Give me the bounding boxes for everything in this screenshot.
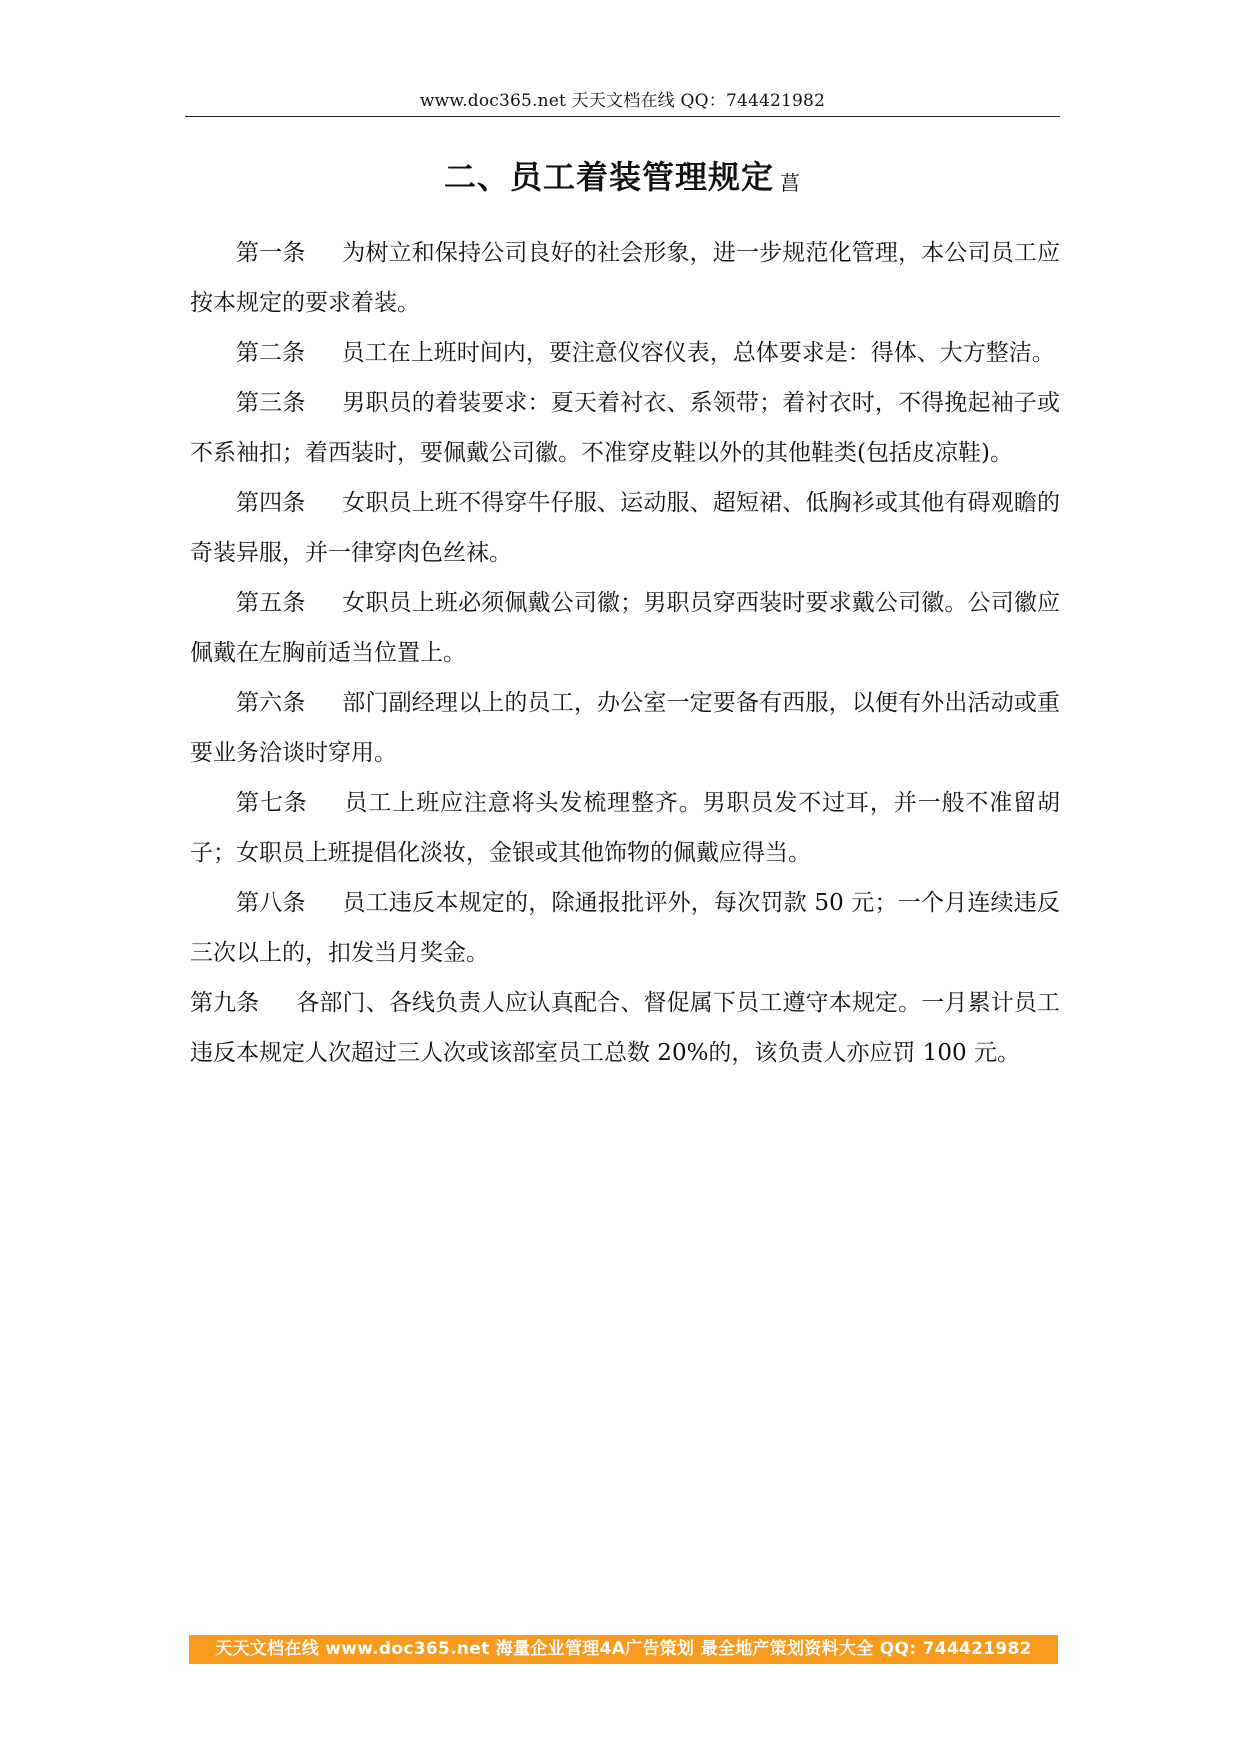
article-2 [190, 328, 1060, 378]
article-text: 为树立和保持公司良好的社会形象，进一步规范化管理，本公司员工应按本规定的要求着装。 [190, 240, 1061, 316]
article-number: 第七条 [236, 790, 308, 816]
article-text: 男职员的着装要求：夏天着衬衣、系领带；着衬衣时，不得挽起袖子或不系袖扣；着西装时，要佩戴公司徽。不准穿皮鞋以外的其他鞋类(包括皮凉鞋)。 [190, 390, 1061, 466]
article-text: 女职员上班必须佩戴公司徽；男职员穿西装时要求戴公司徽。公司徽应佩戴在左胸前适当位置上。 [190, 590, 1061, 666]
article-number: 第九条 [190, 990, 260, 1016]
page-header: www.doc365.net 天天文档在线 QQ：744421982 [419, 91, 826, 111]
article-number: 第八条 [236, 890, 306, 916]
article-9 [190, 978, 1060, 1078]
footer-banner: 天天文档在线 www.doc365.net 海量企业管理4A广告策划 最全地产策划资料大全 QQ: 744421982 [189, 1635, 1058, 1664]
article-number: 第一条 [236, 240, 306, 266]
article-number: 第五条 [236, 590, 306, 616]
article-text: 各部门、各线负责人应认真配合、督促属下员工遵守本规定。一月累计员工违反本规定人次超过三人次或该部室员工总数 20%的，该负责人亦应罚 100 元。 [190, 990, 1061, 1066]
article-3 [190, 378, 1060, 478]
title-text: 二、员工着装管理规定 [443, 158, 774, 196]
article-text: 员工违反本规定的，除通报批评外，每次罚款 50 元；一个月连续违反三次以上的，扣发当月奖金。 [190, 890, 1061, 966]
title-mark: 菖 [780, 171, 801, 195]
article-number: 第三条 [236, 390, 306, 416]
document-title [185, 152, 1060, 198]
article-text: 员工在上班时间内，要注意仪容仪表，总体要求是：得体、大方整洁。 [341, 340, 1055, 366]
article-5 [190, 578, 1060, 678]
article-4 [190, 478, 1060, 578]
header-divider [185, 116, 1060, 117]
article-8 [190, 878, 1060, 978]
article-7 [190, 778, 1060, 878]
article-text: 部门副经理以上的员工，办公室一定要备有西服，以便有外出活动或重要业务洽谈时穿用。 [190, 690, 1061, 766]
document-body [190, 228, 1060, 1078]
article-1 [190, 228, 1060, 328]
article-6 [190, 678, 1060, 778]
article-number: 第六条 [236, 690, 306, 716]
article-text: 女职员上班不得穿牛仔服、运动服、超短裙、低胸衫或其他有碍观瞻的奇装异服，并一律穿肉色丝袜。 [190, 490, 1061, 566]
article-number: 第四条 [236, 490, 306, 516]
article-number: 第二条 [236, 340, 305, 366]
article-text: 员工上班应注意将头发梳理整齐。男职员发不过耳，并一般不准留胡子；女职员上班提倡化淡妆，金银或其他饰物的佩戴应得当。 [190, 790, 1061, 866]
